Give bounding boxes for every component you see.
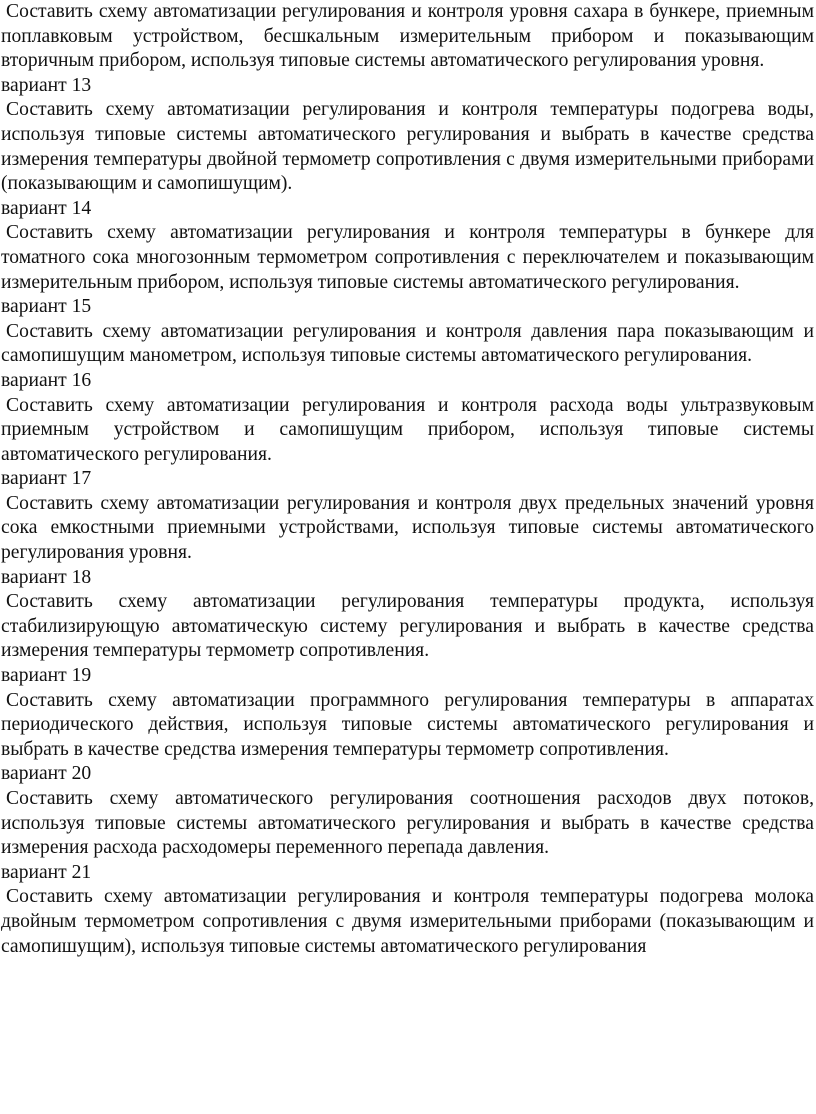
task-text: Составить схему автоматического регулирования соотношения расходов двух потоков, используя типовые системы автоматического регулирования и выбрать в качестве средства измерения расхода расходомеры переменного перепада давления. bbox=[1, 788, 814, 859]
variant-heading: вариант 14 bbox=[1, 197, 92, 219]
variant-heading: вариант 13 bbox=[1, 74, 92, 96]
variant-heading: вариант 19 bbox=[1, 665, 92, 687]
task-text: Составить схему автоматизации регулирования температуры продукта, используя стабилизирующую автоматическую систему регулирования и выбрать в качестве средства измерения температуры термометр сопротивления. bbox=[1, 591, 814, 662]
task-text: Составить схему автоматизации регулирования и контроля уровня сахара в бункере, приемным поплавковым устройством, бесшкальным измерительным прибором и показывающим вторичным прибором, используя типовые системы автоматического регулирования уровня. bbox=[1, 1, 814, 72]
document-page bbox=[1, 0, 814, 959]
variant-heading: вариант 20 bbox=[1, 763, 92, 785]
task-text: Составить схему автоматизации регулирования и контроля двух предельных значений уровня сока емкостными приемными устройствами, используя типовые системы автоматического регулирования уровня. bbox=[1, 492, 814, 564]
variant-heading: вариант 21 bbox=[1, 861, 92, 883]
task-text: Составить схему автоматизации регулирования и контроля давления пара показывающим и самопишущим манометром, используя типовые системы автоматического регулирования. bbox=[1, 320, 814, 367]
task-text: Составить схему автоматизации регулирования и контроля температуры подогрева воды, используя типовые системы автоматического регулирования и выбрать в качестве средства измерения температуры двойной термометр сопротивления с двумя измерительными приборами (показывающим и самопишущим). bbox=[1, 99, 814, 195]
task-text: Составить схему автоматизации регулирования и контроля температуры подогрева молока двойным термометром сопротивления с двумя измерительными приборами (показывающим и самопишущим), используя типовые системы автоматического регулирования bbox=[1, 886, 814, 957]
variant-heading: вариант 18 bbox=[1, 566, 92, 588]
task-text: Составить схему автоматизации регулирования и контроля расхода воды ультразвуковым приемным устройством и самопишущим прибором, используя типовые системы автоматического регулирования. bbox=[1, 394, 814, 465]
task-text: Составить схему автоматизации программного регулирования температуры в аппаратах периодического действия, используя типовые системы автоматического регулирования и выбрать в качестве средства измерения температуры термометр сопротивления. bbox=[1, 689, 814, 760]
variant-heading: вариант 16 bbox=[1, 369, 92, 391]
variant-heading: вариант 15 bbox=[1, 296, 92, 318]
variant-heading: вариант 17 bbox=[1, 468, 92, 490]
task-text: Составить схему автоматизации регулирования и контроля температуры в бункере для томатного сока многозонным термометром сопротивления с переключателем и показывающим измерительным прибором, используя типовые системы автоматического регулирования. bbox=[1, 222, 814, 293]
